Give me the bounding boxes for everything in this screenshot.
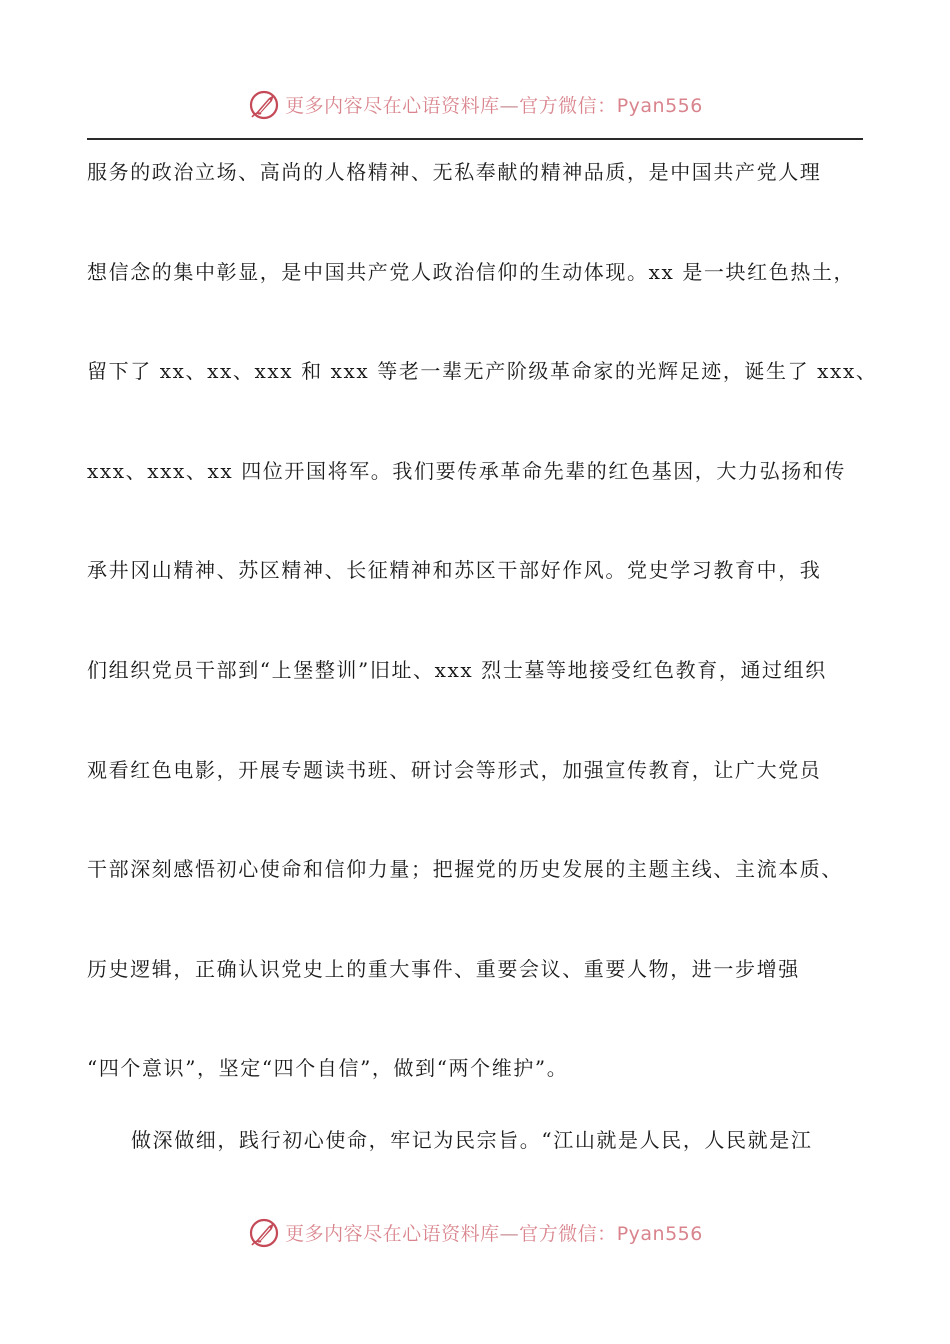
footer-banner-text [285,1219,703,1246]
text-line: “四个意识”，坚定“四个自信”，做到“两个维护”。 [87,1056,569,1081]
header-banner [0,84,950,124]
text-line: 干部深刻感悟初心使命和信仰力量；把握党的历史发展的主题主线、主流本质、 [87,857,843,882]
text-line: xxx、xxx、xx 四位开国将军。我们要传承革命先辈的红色基因，大力弘扬和传 [87,458,846,483]
text-line: 观看红色电影，开展专题读书班、研讨会等形式，加强宣传教育，让广大党员 [87,757,822,782]
document-body [87,149,878,1217]
text-line: 们组织党员干部到“上堡整训”旧址、xxx 烈士墓等地接受红色教育，通过组织 [87,657,827,682]
footer-banner-id: Pyan556 [616,1222,703,1245]
text-line: 历史逻辑，正确认识党史上的重大事件、重要会议、重要人物，进一步增强 [87,956,800,981]
footer-banner-contact: 官方微信： [519,1222,617,1245]
text-line: 服务的政治立场、高尚的人格精神、无私奉献的精神品质，是中国共产党人理 [87,160,822,184]
text-line: 留下了 xx、xx、xxx 和 xxx 等老一辈无产阶级革命家的光辉足迹，诞生了 xxx、 [87,359,878,384]
footer-banner [0,1212,950,1252]
text-line: 承井冈山精神、苏区精神、长征精神和苏区干部好作风。党史学习教育中，我 [87,558,822,583]
header-divider [87,138,863,140]
footer-banner-main: 更多内容尽在心语资料库 [285,1222,500,1245]
pen-nib-circle-icon [247,87,281,121]
pen-nib-circle-icon [247,1215,281,1249]
header-banner-text [285,91,703,118]
footer-banner-dash: — [499,1222,520,1245]
text-line: 想信念的集中彰显，是中国共产党人政治信仰的生动体现。xx 是一块红色热土， [87,259,856,284]
header-banner-contact: 官方微信： [519,94,617,117]
paragraph-first-line: 做深做细，践行初心使命，牢记为民宗旨。“江山就是人民，人民就是江 [131,1128,813,1153]
header-banner-id: Pyan556 [616,94,703,117]
header-banner-main: 更多内容尽在心语资料库 [285,94,500,117]
header-banner-dash: — [499,94,520,117]
